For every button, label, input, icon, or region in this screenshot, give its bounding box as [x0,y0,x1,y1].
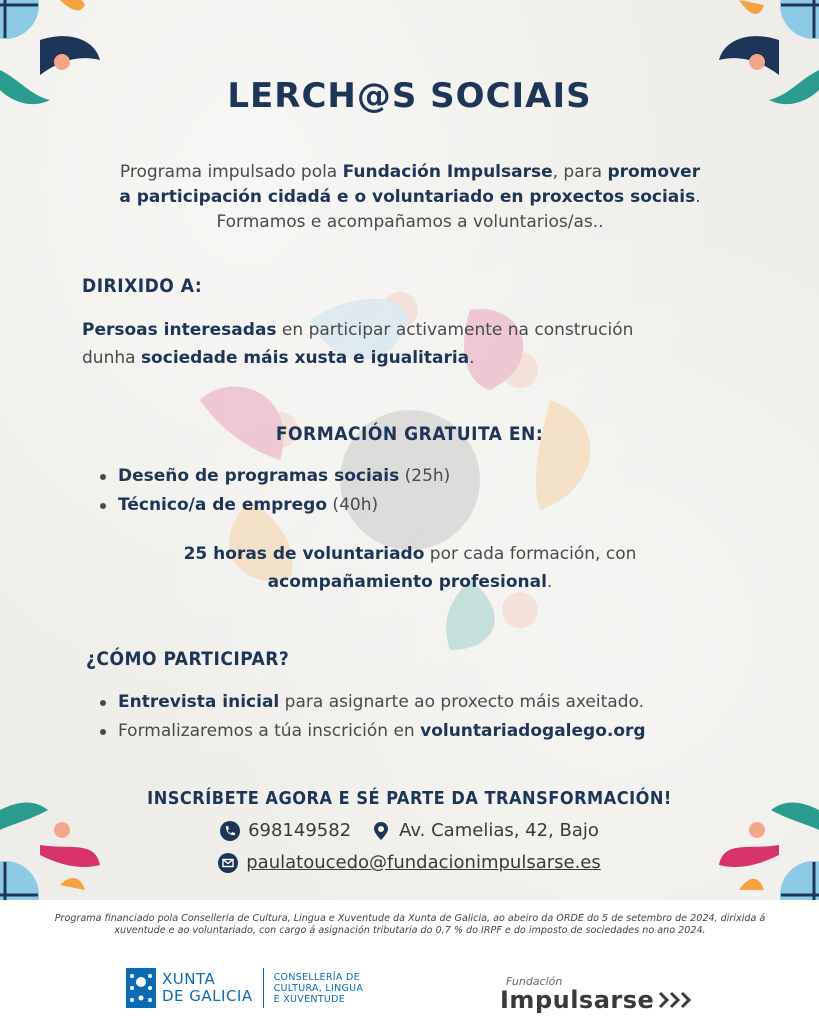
chevrons-right-icon [658,991,698,1009]
formacion-heading: FORMACIÓN GRATUITA EN: [275,423,544,445]
xunta-logo [126,968,363,1008]
list-item: Deseño de programas sociais (25h) [98,462,450,491]
voluntariado-paragraph: 25 horas de voluntariado por cada formación, con acompañamiento profesional. [183,544,637,592]
funding-notice: Programa financiado pola Consellería de Cultura, Lingua e Xuventude da Xunta de Galicia, ao abeiro da ORDE do 5 de setembro de 2024, dirixida á xuventude e ao voluntariado, con cargo á asignación tributaria do 0,7 % do IRPF e do imposto de sociedades no ano 2024. [54,913,766,936]
list-item: Entrevista inicial para asignarte ao proxecto máis axeitado. [98,688,646,717]
xunta-name: XUNTA DE GALICIA [162,970,253,1005]
page-title: LERCH@S SOCIAIS [227,76,592,116]
formacion-list [98,462,450,520]
como-heading: ¿CÓMO PARTICIPAR? [86,648,290,670]
dirixido-paragraph: Persoas interesadas en participar activamente na construción dunha sociedade máis xusta e igualitaria. [82,320,634,368]
impulsarse-logo: Fundación Impulsarse [500,975,698,1012]
contact-row-phone-address [0,820,819,841]
location-pin-icon [371,821,391,841]
email-icon [218,853,238,873]
dirixido-heading: DIRIXIDO A: [82,275,203,297]
xunta-crest-icon [126,968,156,1008]
list-item: Técnico/a de emprego (40h) [98,491,450,520]
contact-row-email [0,852,819,873]
list-item: Formalizaremos a túa inscrición en voluntariadogalego.org [98,717,646,746]
website-link[interactable]: voluntariadogalego.org [420,721,646,741]
cta-heading: INSCRÍBETE AGORA E SÉ PARTE DA TRANSFORMACIÓN! [147,788,672,809]
conselleria-name: CONSELLERÍA DE CULTURA, LINGUA E XUVENTUDE [273,971,364,1005]
intro-paragraph: Programa impulsado pola Fundación Impulsarse, para promover a participación cidadá e o voluntariado en proxectos sociais. Formamos e acompañamos a voluntarios/as.. [119,162,701,232]
phone-icon [220,821,240,841]
como-list [98,688,646,746]
address: Av. Camelias, 42, Bajo [399,820,599,841]
phone-number[interactable]: 698149582 [248,820,352,841]
email-link[interactable]: paulatoucedo@fundacionimpulsarse.es [246,852,601,873]
logo-separator [263,968,264,1008]
